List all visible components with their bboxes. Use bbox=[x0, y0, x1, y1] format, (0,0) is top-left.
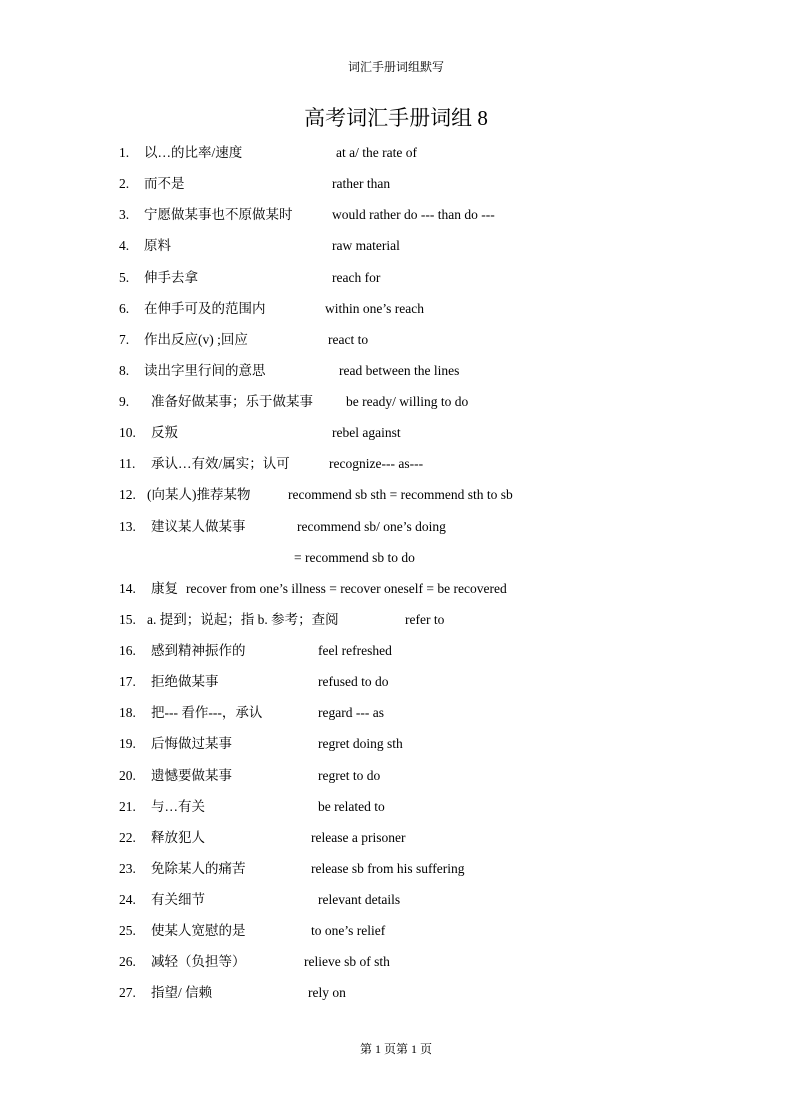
item-number: 24. bbox=[119, 892, 136, 907]
english-phrase: relieve sb of sth bbox=[304, 954, 390, 969]
english-phrase: would rather do --- than do --- bbox=[332, 207, 495, 222]
item-number: 2. bbox=[119, 176, 130, 191]
english-phrase: refused to do bbox=[318, 674, 389, 689]
item-number: 27. bbox=[119, 985, 136, 1000]
item-number: 9. bbox=[119, 394, 130, 409]
item-number: 11. bbox=[119, 456, 136, 471]
chinese-meaning: 感到精神振作的 bbox=[151, 643, 246, 658]
chinese-meaning: (向某人)推荐某物 bbox=[147, 487, 251, 502]
chinese-meaning: 准备好做某事；乐于做某事 bbox=[151, 394, 313, 409]
item-number: 12. bbox=[119, 487, 136, 502]
page-title: 高考词汇手册词组 8 bbox=[304, 106, 488, 130]
english-phrase: at a/ the rate of bbox=[336, 145, 417, 160]
english-phrase: refer to bbox=[405, 612, 445, 627]
item-number: 23. bbox=[119, 861, 136, 876]
item-number: 8. bbox=[119, 363, 130, 378]
item-number: 4. bbox=[119, 238, 130, 253]
item-number: 19. bbox=[119, 736, 136, 751]
english-phrase: relevant details bbox=[318, 892, 401, 907]
english-phrase: within one’s reach bbox=[325, 301, 424, 316]
item-number: 13. bbox=[119, 519, 136, 534]
english-phrase: regret doing sth bbox=[318, 736, 403, 751]
chinese-meaning: 而不是 bbox=[144, 176, 185, 191]
chinese-meaning: 有关细节 bbox=[151, 892, 205, 907]
item-number: 16. bbox=[119, 643, 136, 658]
english-phrase: recognize--- as--- bbox=[329, 456, 424, 471]
item-number: 22. bbox=[119, 830, 136, 845]
item-number: 26. bbox=[119, 954, 136, 969]
english-phrase: be related to bbox=[318, 799, 385, 814]
english-phrase: regret to do bbox=[318, 768, 381, 783]
chinese-meaning: 宁愿做某事也不原做某时 bbox=[144, 207, 293, 222]
chinese-meaning: 伸手去拿 bbox=[144, 270, 198, 285]
english-phrase: rebel against bbox=[332, 425, 401, 440]
item-number: 21. bbox=[119, 799, 136, 814]
chinese-meaning: 释放犯人 bbox=[151, 830, 205, 845]
english-phrase: rely on bbox=[308, 985, 346, 1000]
english-phrase: read between the lines bbox=[339, 363, 460, 378]
chinese-meaning: 读出字里行间的意思 bbox=[144, 363, 266, 378]
english-phrase: = recommend sb to do bbox=[294, 550, 415, 565]
chinese-meaning: 以…的比率/速度 bbox=[144, 145, 243, 160]
english-phrase: raw material bbox=[332, 238, 400, 253]
english-phrase: rather than bbox=[332, 176, 391, 191]
page-header: 词汇手册词组默写 bbox=[347, 60, 444, 74]
item-number: 3. bbox=[119, 207, 130, 222]
english-phrase: reach for bbox=[332, 270, 381, 285]
item-number: 14. bbox=[119, 581, 136, 596]
english-phrase: release a prisoner bbox=[311, 830, 406, 845]
english-phrase: feel refreshed bbox=[318, 643, 392, 658]
chinese-meaning: 使某人宽慰的是 bbox=[151, 923, 246, 938]
chinese-meaning: 原料 bbox=[144, 238, 171, 253]
item-number: 6. bbox=[119, 301, 130, 316]
item-number: 25. bbox=[119, 923, 136, 938]
item-number: 10. bbox=[119, 425, 136, 440]
item-number: 18. bbox=[119, 705, 136, 720]
english-phrase: release sb from his suffering bbox=[311, 861, 465, 876]
chinese-meaning: 后悔做过某事 bbox=[151, 736, 232, 751]
chinese-meaning: 拒绝做某事 bbox=[151, 674, 219, 689]
chinese-meaning: 与…有关 bbox=[151, 799, 205, 814]
chinese-meaning: 建议某人做某事 bbox=[151, 519, 246, 534]
item-number: 5. bbox=[119, 270, 130, 285]
item-number: 1. bbox=[119, 145, 130, 160]
item-number: 15. bbox=[119, 612, 136, 627]
chinese-meaning: 指望/ 信赖 bbox=[151, 985, 213, 1000]
chinese-meaning: 免除某人的痛苦 bbox=[151, 861, 246, 876]
english-phrase: recommend sb sth = recommend sth to sb bbox=[288, 487, 513, 502]
english-phrase: to one’s relief bbox=[311, 923, 386, 938]
page-footer: 第 1 页第 1 页 bbox=[359, 1042, 432, 1056]
english-phrase: recommend sb/ one’s doing bbox=[297, 519, 446, 534]
english-phrase: be ready/ willing to do bbox=[346, 394, 469, 409]
item-number: 7. bbox=[119, 332, 130, 347]
chinese-meaning: 康复 bbox=[151, 581, 178, 596]
chinese-meaning: 作出反应(v) ;回应 bbox=[144, 332, 248, 347]
item-number: 20. bbox=[119, 768, 136, 783]
english-phrase: recover from one’s illness = recover oneself = be recovered bbox=[186, 581, 507, 596]
chinese-meaning: 承认…有效/属实；认可 bbox=[151, 456, 290, 471]
chinese-meaning: 遗憾要做某事 bbox=[151, 768, 232, 783]
english-phrase: react to bbox=[328, 332, 369, 347]
item-number: 17. bbox=[119, 674, 136, 689]
chinese-meaning: 在伸手可及的范围内 bbox=[144, 301, 266, 316]
chinese-meaning: 反叛 bbox=[151, 425, 178, 440]
chinese-meaning: 把--- 看作---，承认 bbox=[151, 705, 263, 720]
chinese-meaning: 减轻（负担等） bbox=[151, 954, 246, 969]
chinese-meaning: a. 提到；说起；指 b. 参考；查阅 bbox=[147, 612, 339, 627]
english-phrase: regard --- as bbox=[318, 705, 384, 720]
